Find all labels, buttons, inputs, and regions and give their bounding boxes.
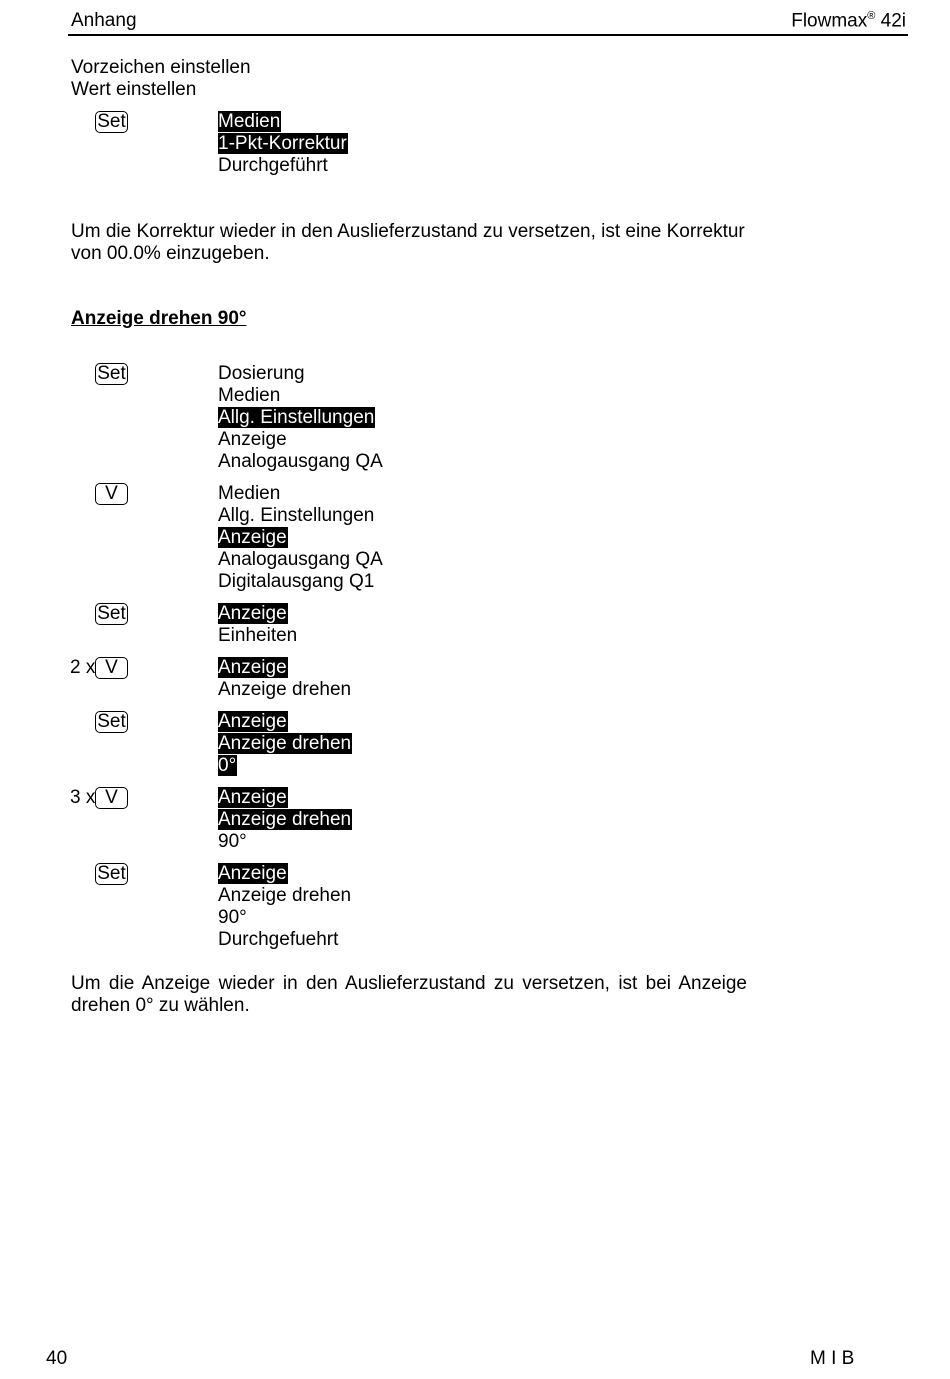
menu-item-label: Anzeige [218,863,287,884]
menu-item-label: Analogausgang QA [218,549,383,570]
menu-item [218,549,384,571]
display-menu [218,787,352,853]
menu-item [218,831,352,853]
menu-item-label: Einheiten [218,625,298,646]
menu-item [218,429,384,451]
section-heading: Anzeige drehen 90° [71,308,247,329]
display-menu [218,657,352,701]
registered-mark: ® [867,10,876,22]
menu-item-label: Medien [218,111,281,132]
menu-item-selected [218,711,352,733]
page-number: 40 [46,1348,68,1369]
header-rule [68,34,908,36]
menu-item-label: Anzeige drehen [218,885,352,906]
menu-item-label: Medien [218,385,281,406]
intro-line-1: Vorzeichen einstellen [71,57,251,78]
menu-item-label: 0° [218,755,237,776]
menu-item-selected [218,755,352,777]
menu-item-label: Dosierung [218,363,305,384]
set-key[interactable]: Set [95,363,128,385]
display-menu [218,863,352,951]
set-key[interactable]: Set [95,111,128,133]
menu-item [218,885,352,907]
display-menu [218,363,384,473]
menu-item-label: Anzeige drehen [218,679,352,700]
menu-item-selected [218,657,352,679]
menu-item-selected [218,603,298,625]
menu-item-label: Anzeige drehen [218,809,352,830]
menu-item [218,483,384,505]
menu-item-label: Anzeige [218,711,287,732]
menu-item-label: Anzeige [218,429,287,450]
menu-item-label: Anzeige [218,787,287,808]
menu-item-label: Digitalausgang Q1 [218,571,375,592]
product-name: Flowmax [791,10,868,32]
set-key[interactable]: Set [95,603,128,625]
menu-item-selected [218,809,352,831]
menu-item [218,929,352,951]
menu-item-label: Anzeige [218,657,287,678]
down-key[interactable]: V [95,657,128,679]
footer-company: M I B [810,1348,855,1369]
menu-item [218,505,384,527]
set-key[interactable]: Set [95,711,128,733]
menu-item [218,679,352,701]
menu-item-label: Durchgeführt [218,155,328,176]
header-section-title: Anhang [71,10,137,31]
repeat-count: 2 x [70,657,96,678]
menu-item-selected [218,111,348,133]
menu-item [218,155,348,177]
menu-item-label: Medien [218,483,281,504]
menu-item-label: Allg. Einstellungen [218,407,375,428]
menu-item-label: Anzeige drehen [218,733,352,754]
header-product-name [791,10,906,32]
menu-item [218,907,352,929]
menu-item-label: Analogausgang QA [218,451,383,472]
menu-item-label: 90° [218,831,247,852]
menu-item-selected [218,863,352,885]
menu-item-label: Durchgefuehrt [218,929,339,950]
down-key[interactable]: V [95,483,128,505]
menu-item-selected [218,133,348,155]
intro-line-2: Wert einstellen [71,79,197,100]
menu-item-selected [218,407,384,429]
menu-item [218,363,384,385]
menu-item-label: Anzeige [218,603,287,624]
menu-item [218,385,384,407]
paragraph-display-reset: Um die Anzeige wieder in den Auslieferzustand zu versetzen, ist bei Anzeige drehen 0° zu wählen. [71,973,747,1016]
menu-item-selected [218,787,352,809]
menu-item [218,571,384,593]
menu-item-label: 90° [218,907,247,928]
display-menu [218,111,348,177]
set-key[interactable]: Set [95,863,128,885]
menu-item-label: Allg. Einstellungen [218,505,375,526]
menu-item [218,625,298,647]
menu-item-label: 1-Pkt-Korrektur [218,133,347,154]
repeat-count: 3 x [70,787,96,808]
display-menu [218,711,352,777]
paragraph-correction-reset: Um die Korrektur wieder in den Auslieferzustand zu versetzen, ist eine Korrektur von 00.0% einzugeben. [71,221,745,264]
display-menu [218,603,298,647]
menu-item-label: Anzeige [218,527,287,548]
product-model: 42i [875,10,906,32]
menu-item [218,451,384,473]
menu-item-selected [218,733,352,755]
display-menu [218,483,384,593]
menu-item-selected [218,527,384,549]
down-key[interactable]: V [95,787,128,809]
